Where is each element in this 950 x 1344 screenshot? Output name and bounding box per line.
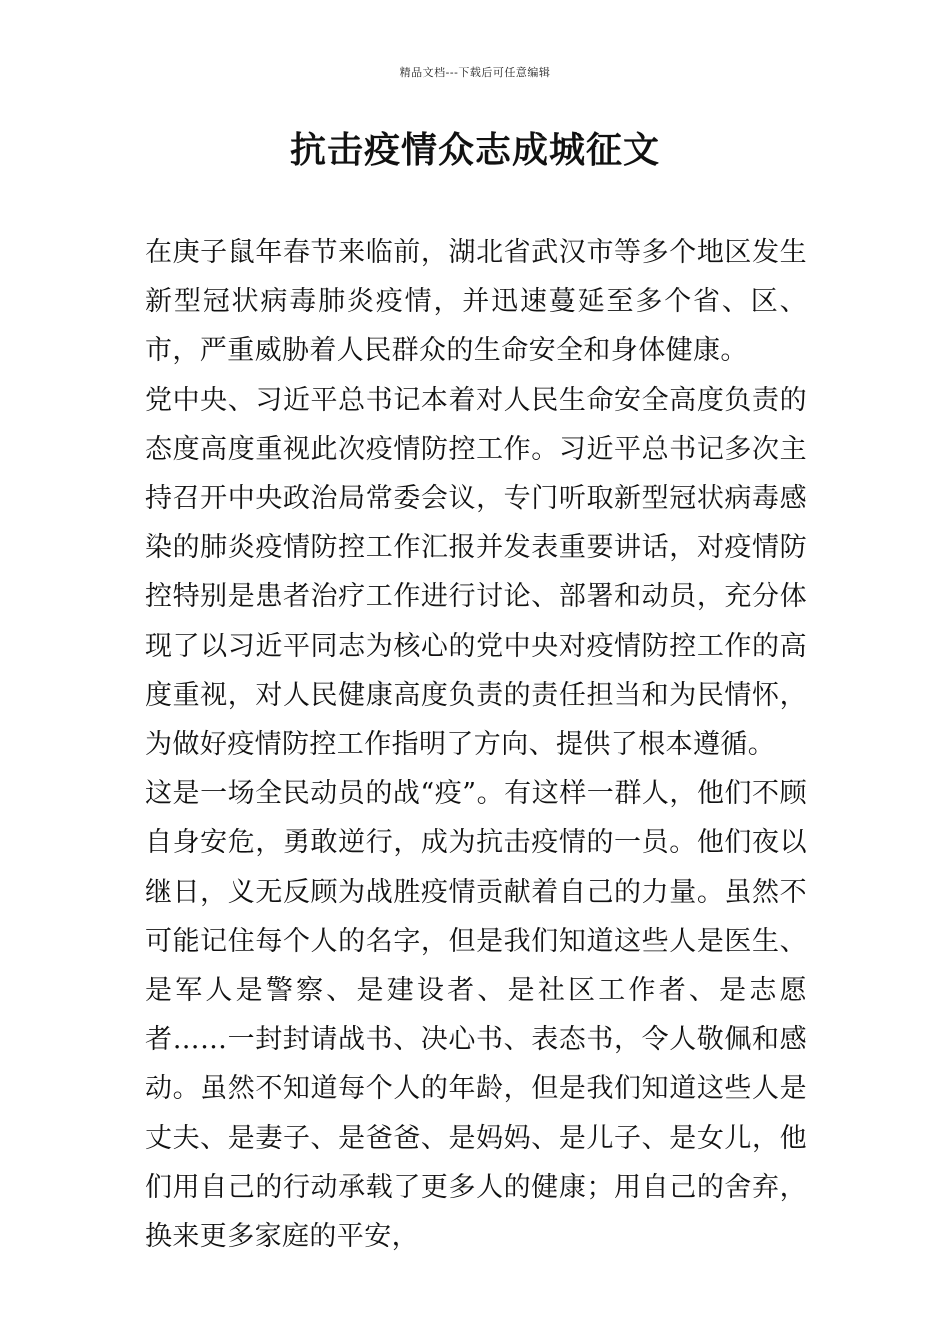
paragraph-3: 这是一场全民动员的战“疫”。有这样一群人，他们不顾自身安危，勇敢逆行，成为抗击疫情的一员。他们夜以继日，义无反顾为战胜疫情贡献着自己的力量。虽然不可能记住每个人的名字，但是我们知道这些人是医生、是军人是警察、是建设者、是社区工作者、是志愿者……一封封请战书、决心书、表态书，令人敬佩和感动。虽然不知道每个人的年龄，但是我们知道这些人是丈夫、是妻子、是爸爸、是妈妈、是儿子、是女儿，他们用自己的行动承载了更多人的健康；用自己的舍弃，换来更多家庭的平安， (145, 778, 807, 1253)
paragraph-2: 党中央、习近平总书记本着对人民生命安全高度负责的态度高度重视此次疫情防控工作。习近平总书记多次主持召开中央政治局常委会议，专门听取新型冠状病毒感染的肺炎疫情防控工作汇报并发表重要讲话，对疫情防控特别是患者治疗工作进行讨论、部署和动员，充分体现了以习近平同志为核心的党中央对疫情防控工作的高度重视，对人民健康高度负责的责任担当和为民情怀，为做好疫情防控工作指明了方向、提供了根本遵循。 (145, 384, 807, 761)
document-body (145, 228, 807, 1261)
document-title: 抗击疫情众志成城征文 (289, 129, 660, 171)
paragraph-1: 在庚子鼠年春节来临前，湖北省武汉市等多个地区发生新型冠状病毒肺炎疫情，并迅速蔓延至多个省、区、市，严重威胁着人民群众的生命安全和身体健康。 (145, 237, 807, 367)
header-note: 精品文档---下载后可任意编辑 (399, 66, 551, 79)
